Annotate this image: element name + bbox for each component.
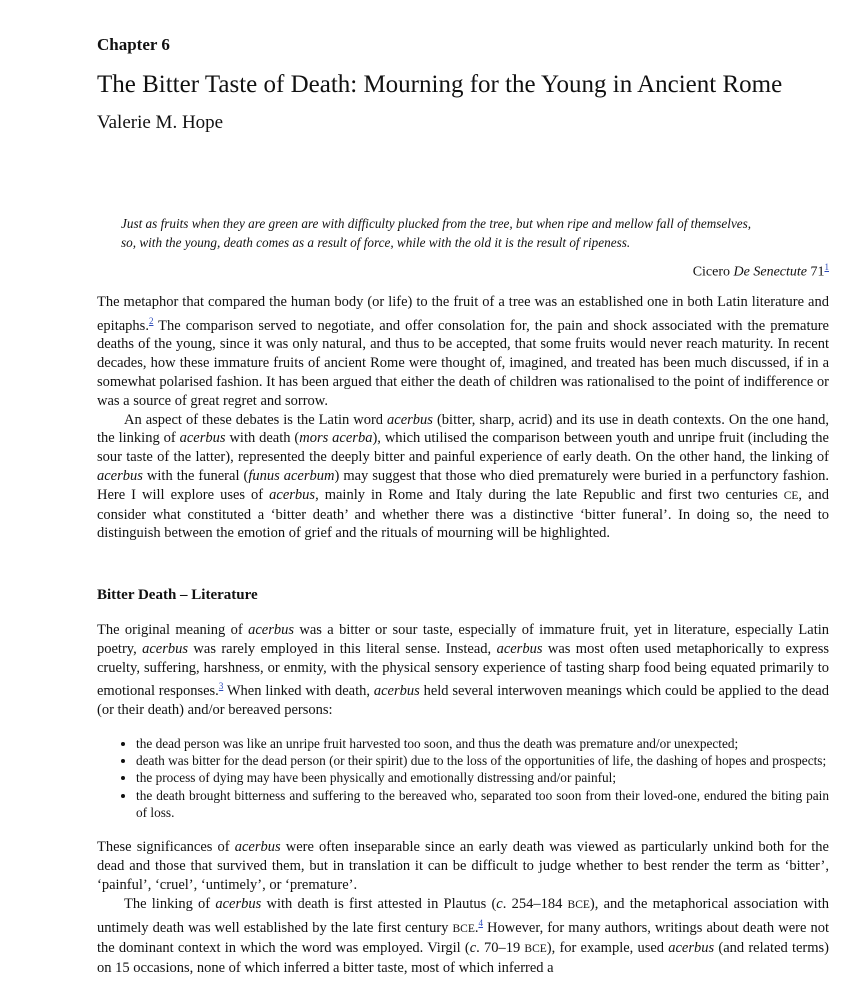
list-item: • the death brought bitterness and suffering to the bereaved who, separated too soon from their loved-one, endured the biting pain of loss. (136, 787, 829, 822)
paragraph: These significances of acerbus were often inseparable since an early death was viewed as particularly unkind both for the dead and those that survived them, but in translation it can be difficult to judge whether to best render the term as ‘bitter’, ‘painful’, ‘cruel’, ‘untimely’, or ‘premature’. (97, 839, 829, 893)
epigraph-attribution (693, 262, 829, 281)
paragraph: The linking of acerbus with death is first attested in Plautus (c. 254–184 BCE), and the metaphorical association with untimely death was well established by the late first century BCE.$^4$ However, for many authors, writings about death were not the dominant context in which the word was employed. Virgil (c. 70–19 BCE), for example, used acerbus (and related terms) on 15 occasions, none of which inferred a bitter taste, most of which inferred a (97, 895, 829, 976)
list-item: • death was bitter for the dead person (or their spirit) due to the loss of the opportunities of life, the dashing of hopes and prospects; (136, 752, 829, 769)
paragraph: The original meaning of acerbus was a bitter or sour taste, especially of immature fruit, yet in literature, especially Latin poetry, acerbus was rarely employed in this literal sense. Instead, acerbus was most often used metaphorically to express cruelty, suffering, harshness, or enmity, with the physical sensory experience of tasting sharp food being equated primarily to emotional responses.$^3$ When linked with death, acerbus held several interwoven meanings which could be applied to the dead (or their death) and/or bereaved persons: (97, 622, 830, 719)
chapter-label: Chapter 6 (97, 35, 170, 54)
author-name: Valerie M. Hope (97, 112, 224, 133)
footnote-link[interactable]: 2 (148, 315, 154, 326)
paragraph: The metaphor that compared the human body (or life) to the fruit of a tree was an established one in both Latin literature and epitaphs.$^2$ The comparison served to negotiate, and offer consolation for, the pain and shock associated with the premature deaths of the young, since it was only natural, and thus to be accepted, that some fruits would never reach maturity. In recent decades, how these immature fruits of ancient Rome were thought of, imagined, and treated has been much discussed, if in a somewhat polarised fashion. It has been argued that either the death of children was rationalised to the point of indifference or was a source of great regret and sorrow. (97, 294, 829, 409)
bullet-list (97, 735, 829, 821)
footnote-link[interactable]: 3 (218, 681, 224, 692)
footnote-link[interactable]: 4 (478, 918, 483, 929)
list-item: • the dead person was like an unripe fruit harvested too soon, and thus the death was premature and/or unexpected; (136, 735, 829, 752)
attribution-author: Cicero (692, 264, 731, 280)
attribution-ref: 71 (810, 264, 825, 280)
section-heading: Bitter Death – Literature (97, 587, 258, 603)
paragraph: An aspect of these debates is the Latin word acerbus (bitter, sharp, acrid) and its use in death contexts. On the one hand, the linking of acerbus with death (mors acerba), which utilised the comparison between youth and unripe fruit (including the sour taste of the latter), represented the deeply bitter and painful experience of early death. On the other hand, the linking of acerbus with the funeral (funus acerbum) may suggest that those who died prematurely were buried in a perfunctory fashion. Here I will explore uses of acerbus, mainly in Rome and Italy during the late Republic and first two centuries CE, and consider what constituted a ‘bitter death’ and whether there was a distinctive ‘bitter funeral’. In doing so, the need to distinguish between the emotion of grief and the rituals of mourning will be highlighted. (97, 411, 829, 542)
section-text (97, 621, 829, 978)
epigraph (121, 214, 811, 252)
chapter-title: The Bitter Taste of Death: Mourning for the Young in Ancient Rome (97, 71, 783, 98)
attribution-work: De Senectute (733, 264, 807, 280)
epigraph-line: so, with the young, death comes as a result of force, while with the old it is the result of ripeness. (121, 235, 631, 250)
intro-text (97, 293, 829, 543)
footnote-link[interactable]: 1 (824, 262, 829, 272)
epigraph-line: Just as fruits when they are green are with difficulty plucked from the tree, but when ripe and mellow fall of themselves, (121, 216, 752, 231)
list-item: • the process of dying may have been physically and emotionally distressing and/or painful; (136, 769, 829, 786)
